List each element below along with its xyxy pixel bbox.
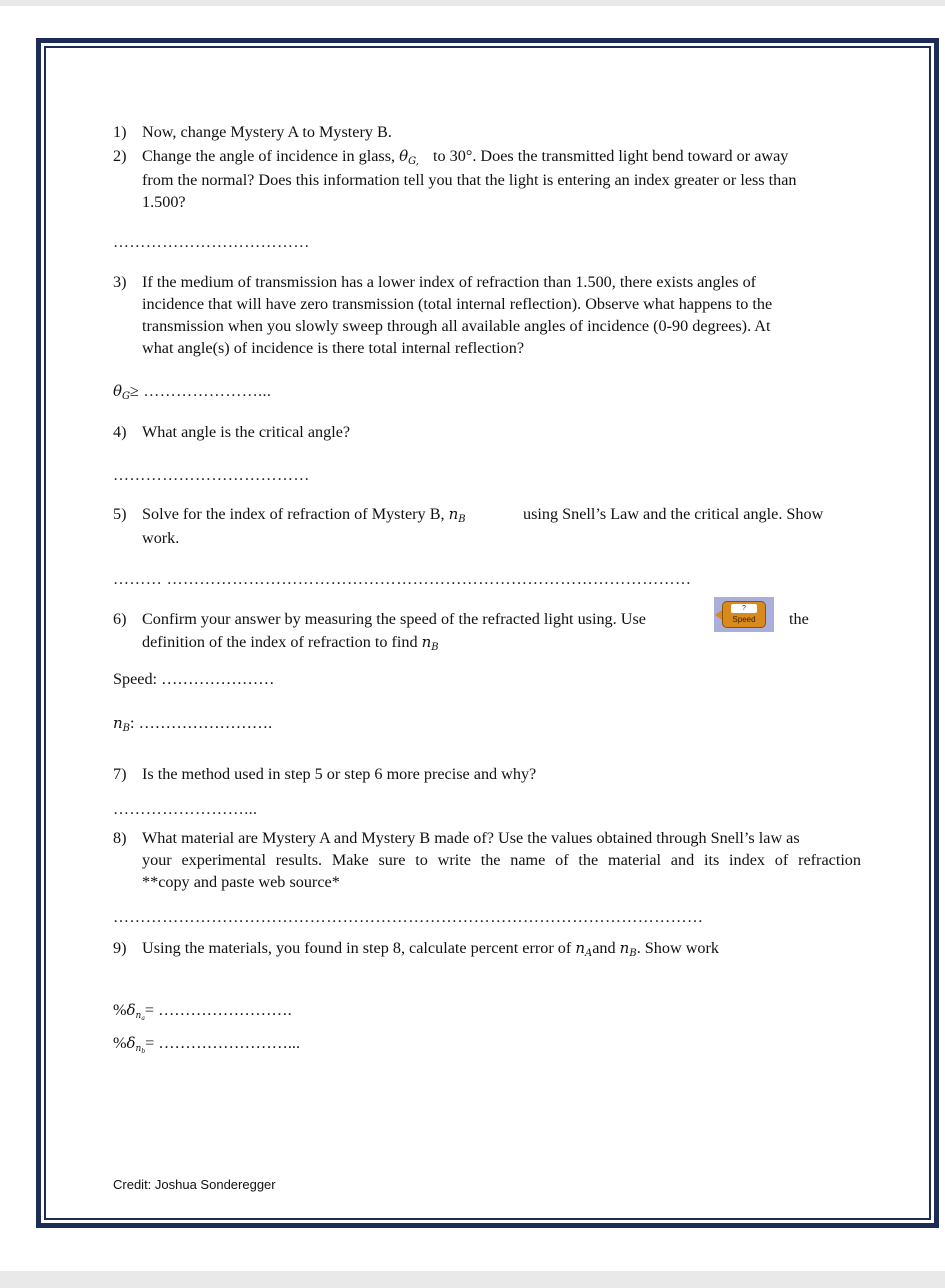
q1-text: Now, change Mystery A to Mystery B. [142,123,392,141]
q7-text: Is the method used in step 5 or step 6 more precise and why? [142,765,537,783]
q8-number: 8) [113,829,127,847]
credit-line: Credit: Joshua Sonderegger [113,1177,276,1192]
q6-number: 6) [113,610,127,628]
q2-line2: from the normal? Does this information tell you that the light is entering an index greater or less than [142,171,797,189]
speed-tool-icon[interactable] [714,597,774,632]
q2-line3: 1.500? [142,193,186,211]
q6-line1: Confirm your answer by measuring the speed of the refracted light using. Use [142,610,646,628]
q2-number: 2) [113,147,127,165]
q2-line1: Change the angle of incidence in glass, $\theta_{G,}$ to 30°. Does the transmitted light bend toward or away [142,147,789,167]
answer-blank-q2[interactable]: ……………………………… [113,234,310,251]
q3-line2: incidence that will have zero transmission (total internal reflection). Observe what happens to the [142,295,773,313]
speed-icon-label: Speed [732,615,756,624]
nb-answer-line[interactable]: $n_B$: ……………………. [113,714,273,734]
answer-blank-q8[interactable]: ……………………………………………………………………………………………… [113,909,704,926]
q5-line1-left: Solve for the index of refraction of Mystery B, $n_B$ [142,505,466,525]
speed-icon-body [722,601,766,628]
q9-text: Using the materials, you found in step 8, calculate percent error of $n_Aand$ $n_B$. Show work [142,939,719,959]
q3-line3: transmission when you slowly sweep through all available angles of incidence (0-90 degrees). At [142,317,771,335]
q6-line2: definition of the index of refraction to find $n_B$ [142,633,439,653]
q8-line2: your experimental results. Make sure to write the name of the material and its index of refraction [142,851,861,869]
theta-answer-line[interactable]: $\theta_G\ge$ …………………... [113,382,272,402]
q3-number: 3) [113,273,127,291]
q5-line1-right: using Snell’s Law and the critical angle. Show [523,505,824,523]
q6-line1-end: the [789,610,809,628]
q9-number: 9) [113,939,127,957]
speed-icon-readout: ? [731,604,757,613]
answer-blank-q5[interactable]: ……… …………………………………………………………………………………… [113,571,692,588]
q8-line3: **copy and paste web source* [142,873,340,891]
q3-line1: If the medium of transmission has a lower index of refraction than 1.500, there exists angles of [142,273,757,291]
viewer-bottom-bar [0,1271,945,1288]
q4-number: 4) [113,423,127,441]
q3-line4: what angle(s) of incidence is there total internal reflection? [142,339,525,357]
speed-icon-pointer [715,610,722,620]
q1-number: 1) [113,123,127,141]
q5-number: 5) [113,505,127,523]
q7-number: 7) [113,765,127,783]
percent-error-a-line[interactable]: $\%\delta_{n_a}=$ ……………………. [113,1001,292,1022]
q8-line1: What material are Mystery A and Mystery B made of? Use the values obtained through Snell’s law as [142,829,800,847]
q4-text: What angle is the critical angle? [142,423,351,441]
percent-error-b-line[interactable]: $\%\delta_{n_b}=$ ……………………... [113,1034,300,1055]
answer-blank-q7[interactable]: ……………………... [113,801,258,818]
answer-blank-q4[interactable]: ……………………………… [113,467,310,484]
speed-answer-line[interactable]: Speed: ………………… [113,670,275,688]
q5-line2: work. [142,529,180,547]
